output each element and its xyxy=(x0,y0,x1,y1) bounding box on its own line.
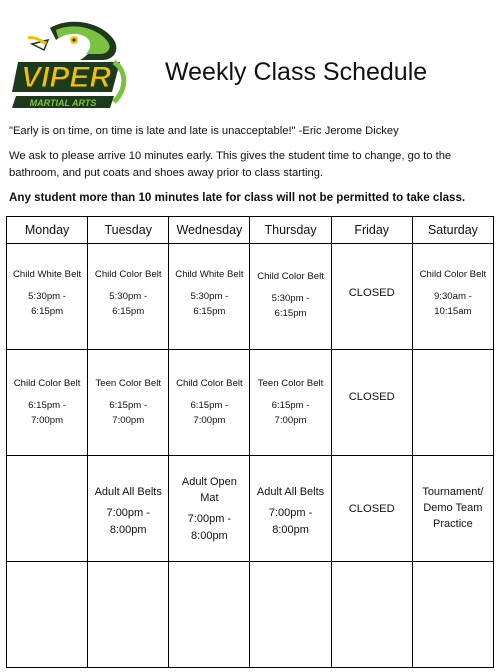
schedule-row xyxy=(7,562,494,668)
class-cell-empty xyxy=(412,562,493,668)
viper-logo xyxy=(10,18,132,116)
class-cell xyxy=(169,350,250,456)
class-cell-closed xyxy=(331,244,412,350)
class-cell-empty xyxy=(88,562,169,668)
class-name: Adult All Belts xyxy=(94,486,162,498)
quote-text: "Early is on time, on time is late and late is unacceptable!" -Eric Jerome Dickey xyxy=(9,125,399,137)
arrival-info-text: We ask to please arrive 10 minutes early. This gives the student time to change, go to the bathroom, and put coats and shoes away prior to class starting. xyxy=(9,150,452,179)
schedule-row xyxy=(7,244,494,350)
class-name: Child Color Belt xyxy=(419,269,487,280)
class-time: 5:30pm - 6:15pm xyxy=(271,293,310,319)
day-header-tuesday: Tuesday xyxy=(88,217,169,244)
class-cell xyxy=(7,244,88,350)
day-header-friday: Friday xyxy=(331,217,412,244)
logo-text: VIPER xyxy=(20,61,112,94)
class-time: 7:00pm - 8:00pm xyxy=(106,507,150,536)
day-header-thursday: Thursday xyxy=(250,217,331,244)
class-time: 6:15pm - 7:00pm xyxy=(28,400,67,426)
class-cell xyxy=(88,456,169,562)
closed-label: CLOSED xyxy=(348,287,395,299)
schedule-table xyxy=(6,216,494,668)
class-cell xyxy=(88,350,169,456)
class-cell-empty xyxy=(331,562,412,668)
schedule-row xyxy=(7,456,494,562)
class-cell-closed xyxy=(331,350,412,456)
day-header-row xyxy=(7,217,494,244)
closed-label: CLOSED xyxy=(348,391,395,403)
class-name: Child Color Belt xyxy=(176,378,243,389)
class-name: Child White Belt xyxy=(175,269,244,280)
class-cell-empty xyxy=(250,562,331,668)
class-cell xyxy=(250,456,331,562)
late-warning-text: Any student more than 10 minutes late for class will not be permitted to take class. xyxy=(9,191,466,204)
class-cell xyxy=(250,244,331,350)
class-name: Child White Belt xyxy=(12,269,82,280)
day-header-wednesday: Wednesday xyxy=(169,217,250,244)
closed-label: CLOSED xyxy=(348,503,395,515)
class-time: 7:00pm - 8:00pm xyxy=(187,513,232,542)
class-name: Adult All Belts xyxy=(256,486,325,498)
class-name: Adult Open Mat xyxy=(181,476,237,504)
class-cell-empty xyxy=(412,350,493,456)
class-name: Teen Color Belt xyxy=(257,378,324,389)
class-cell xyxy=(169,244,250,350)
class-name: Child Color Belt xyxy=(13,378,81,389)
class-cell-empty xyxy=(7,456,88,562)
class-cell xyxy=(88,244,169,350)
class-name: Teen Color Belt xyxy=(95,378,162,389)
class-cell xyxy=(412,244,493,350)
class-time: 5:30pm - 6:15pm xyxy=(109,291,148,317)
class-time: 9:30am - 10:15am xyxy=(433,291,472,317)
class-name: Tournament/ Demo Team Practice xyxy=(422,486,484,530)
class-cell xyxy=(412,456,493,562)
class-time: 7:00pm - 8:00pm xyxy=(268,507,313,536)
class-cell-empty xyxy=(7,562,88,668)
day-header-saturday: Saturday xyxy=(412,217,493,244)
class-name: Child Color Belt xyxy=(257,271,324,282)
day-header-monday: Monday xyxy=(7,217,88,244)
page-title: Weekly Class Schedule xyxy=(165,58,428,86)
class-name: Child Color Belt xyxy=(94,269,162,280)
class-cell-empty xyxy=(169,562,250,668)
class-time: 5:30pm - 6:15pm xyxy=(190,291,229,317)
class-cell xyxy=(250,350,331,456)
class-time: 5:30pm - 6:15pm xyxy=(28,291,67,317)
schedule-row xyxy=(7,350,494,456)
logo-subtext: MARTIAL ARTS xyxy=(29,98,97,108)
class-cell-closed xyxy=(331,456,412,562)
class-cell xyxy=(7,350,88,456)
class-time: 6:15pm - 7:00pm xyxy=(271,400,310,426)
class-time: 6:15pm - 7:00pm xyxy=(190,400,229,426)
class-time: 6:15pm - 7:00pm xyxy=(109,400,148,426)
class-cell xyxy=(169,456,250,562)
